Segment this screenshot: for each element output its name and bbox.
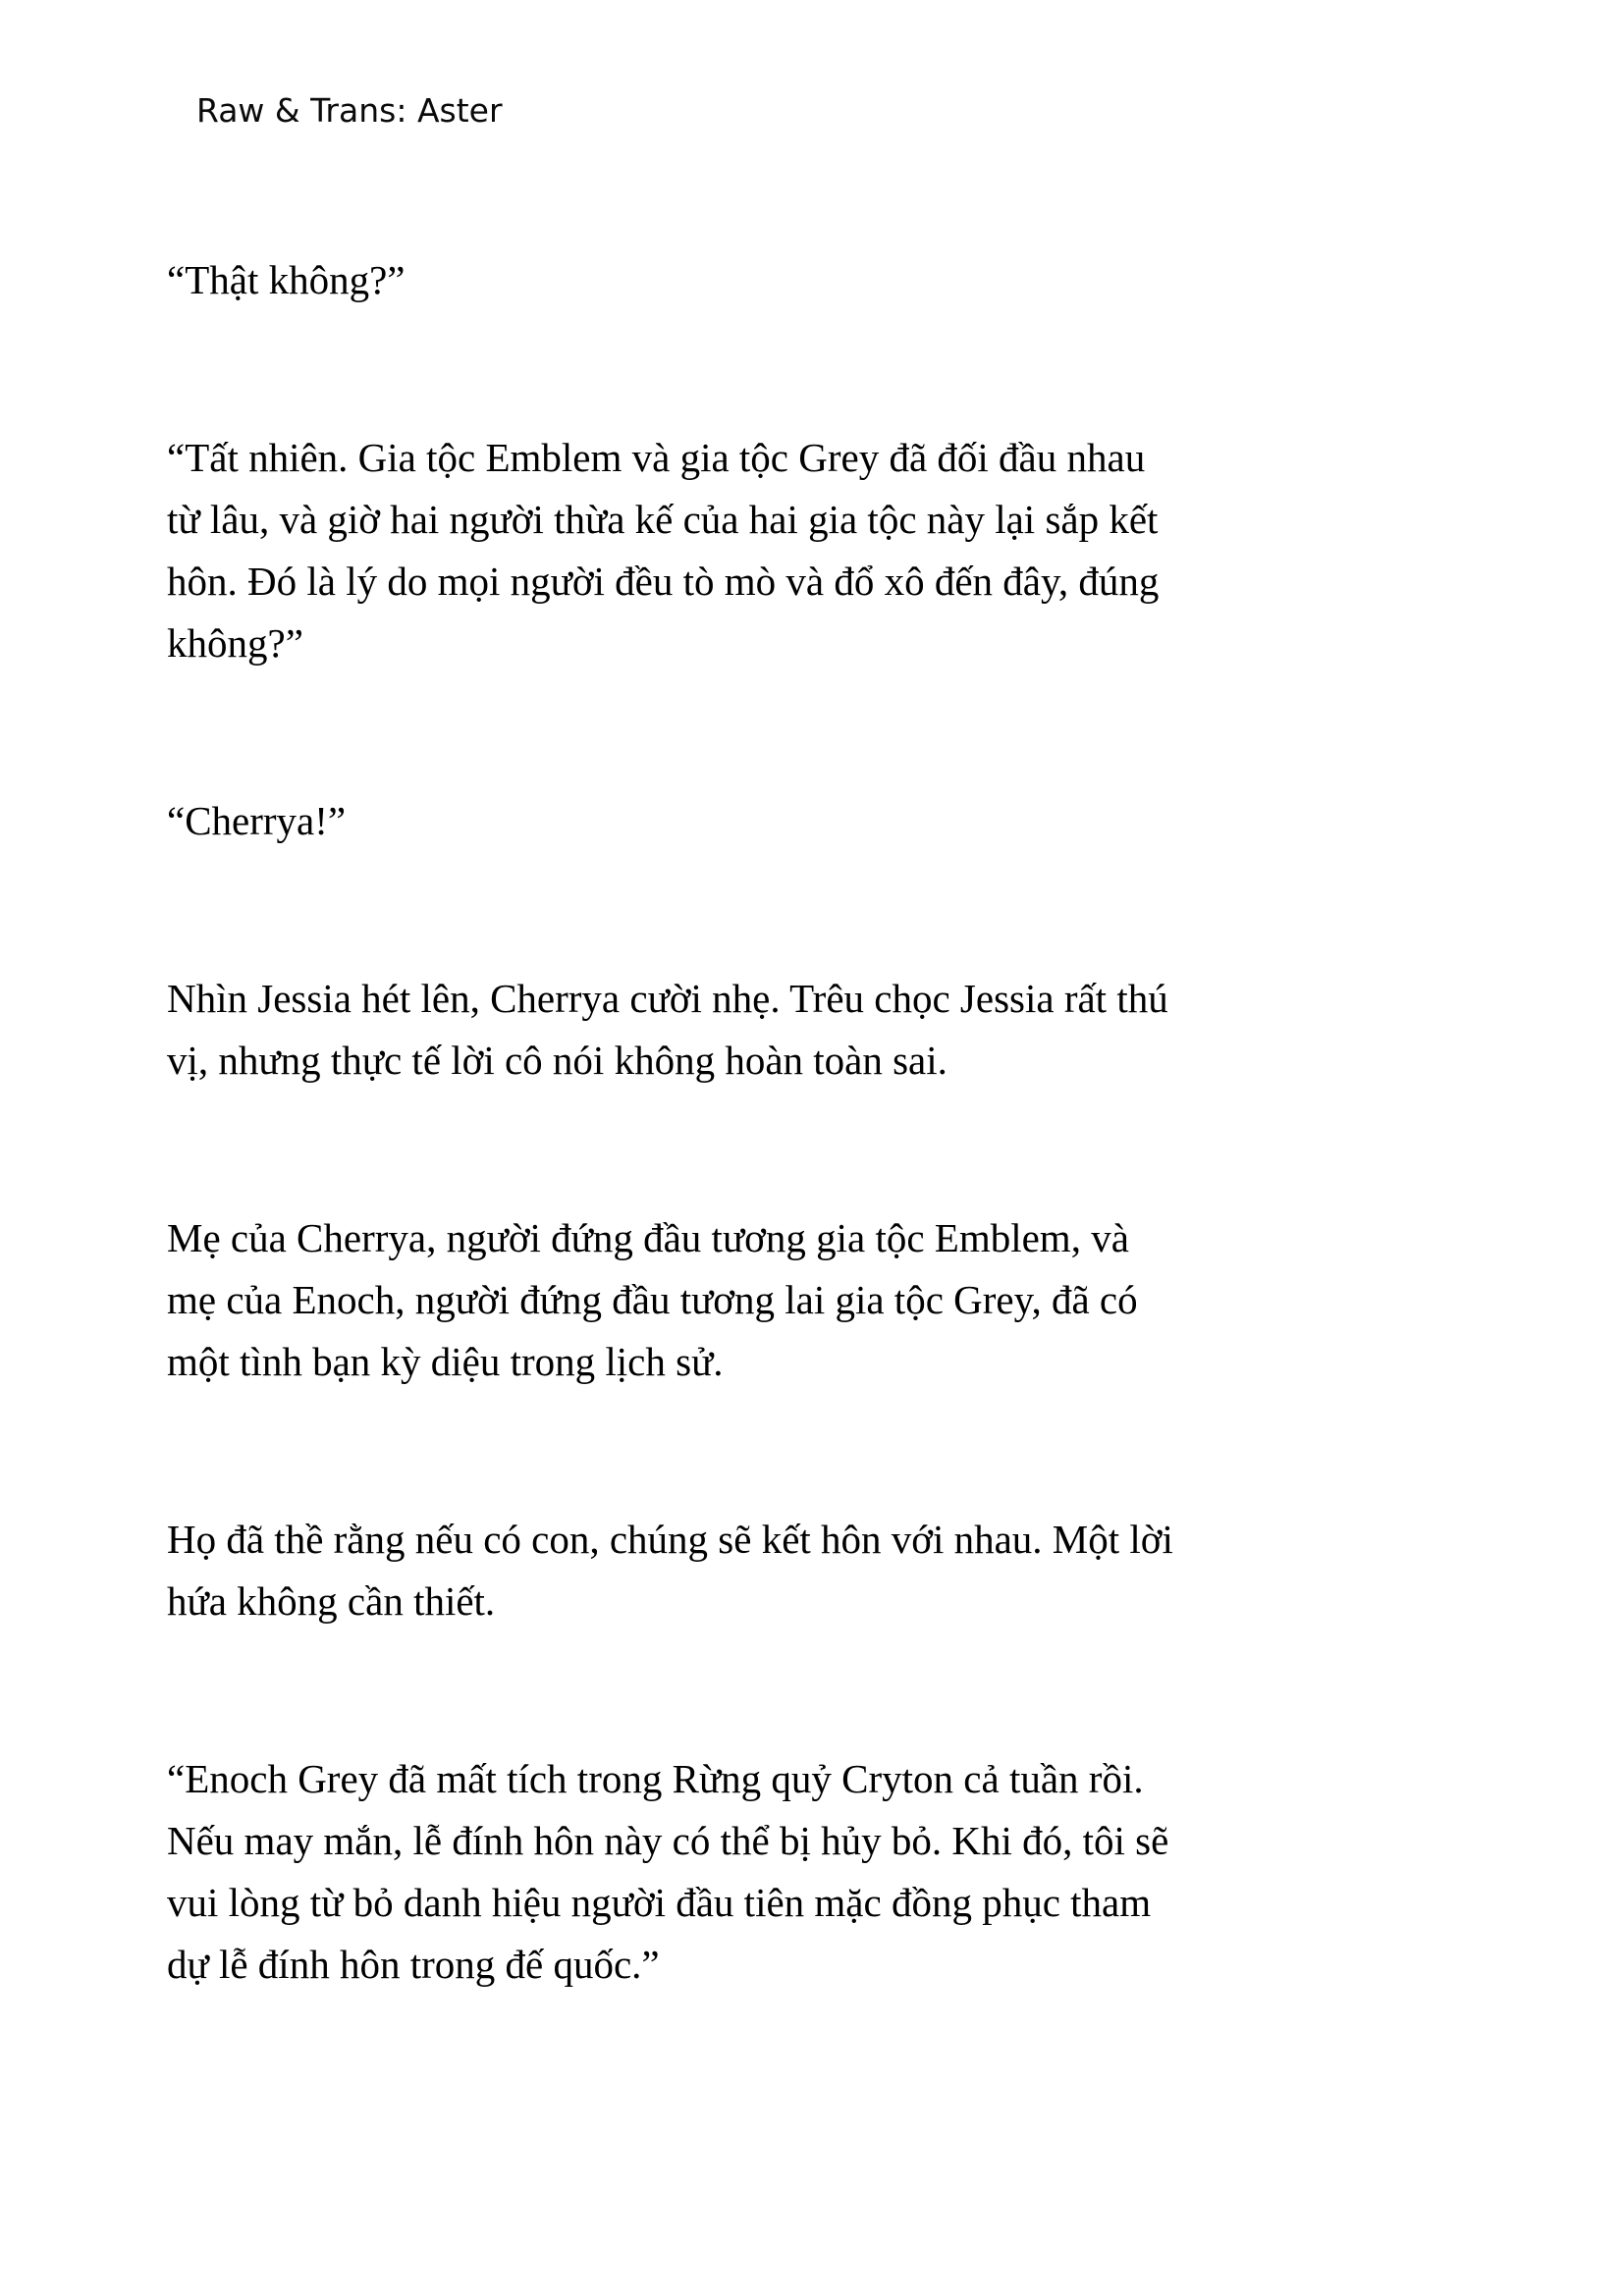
text-line: “Thật không?”: [167, 257, 406, 302]
text-line: không?”: [167, 620, 303, 666]
text-line: “Tất nhiên. Gia tộc Emblem và gia tộc Grey đã đối đầu nhau: [167, 435, 1146, 480]
text-line: hứa không cần thiết.: [167, 1578, 496, 1624]
text-line: Mẹ của Cherrya, người đứng đầu tương gia tộc Emblem, và: [167, 1215, 1129, 1260]
text-line: Họ đã thề rằng nếu có con, chúng sẽ kết hôn với nhau. Một lời: [167, 1517, 1173, 1562]
paragraph-narration-3: [167, 1509, 1483, 1632]
document-body: [167, 249, 1483, 1996]
paragraph-narration-1: [167, 968, 1483, 1092]
text-line: Nhìn Jessia hét lên, Cherrya cười nhẹ. Trêu chọc Jessia rất thú: [167, 976, 1168, 1021]
paragraph-narration-2: [167, 1207, 1483, 1393]
text-line: dự lễ đính hôn trong đế quốc.”: [167, 1942, 660, 1987]
text-line: vị, nhưng thực tế lời cô nói không hoàn toàn sai.: [167, 1038, 947, 1083]
paragraph-dialogue-3: [167, 790, 1483, 852]
text-line: từ lâu, và giờ hai người thừa kế của hai gia tộc này lại sắp kết: [167, 497, 1159, 542]
paragraph-dialogue-4: [167, 1748, 1483, 1996]
paragraph-dialogue-2: [167, 427, 1483, 674]
text-line: vui lòng từ bỏ danh hiệu người đầu tiên mặc đồng phục tham: [167, 1880, 1152, 1925]
text-line: “Cherrya!”: [167, 798, 347, 843]
translator-credit: Raw & Trans: Aster: [196, 91, 503, 130]
text-line: “Enoch Grey đã mất tích trong Rừng quỷ Cryton cả tuần rồi.: [167, 1756, 1144, 1801]
paragraph-dialogue-1: [167, 249, 1483, 311]
text-line: hôn. Đó là lý do mọi người đều tò mò và đổ xô đến đây, đúng: [167, 559, 1160, 604]
text-line: mẹ của Enoch, người đứng đầu tương lai gia tộc Grey, đã có: [167, 1277, 1138, 1322]
text-line: một tình bạn kỳ diệu trong lịch sử.: [167, 1339, 724, 1384]
text-line: Nếu may mắn, lễ đính hôn này có thể bị hủy bỏ. Khi đó, tôi sẽ: [167, 1818, 1169, 1863]
